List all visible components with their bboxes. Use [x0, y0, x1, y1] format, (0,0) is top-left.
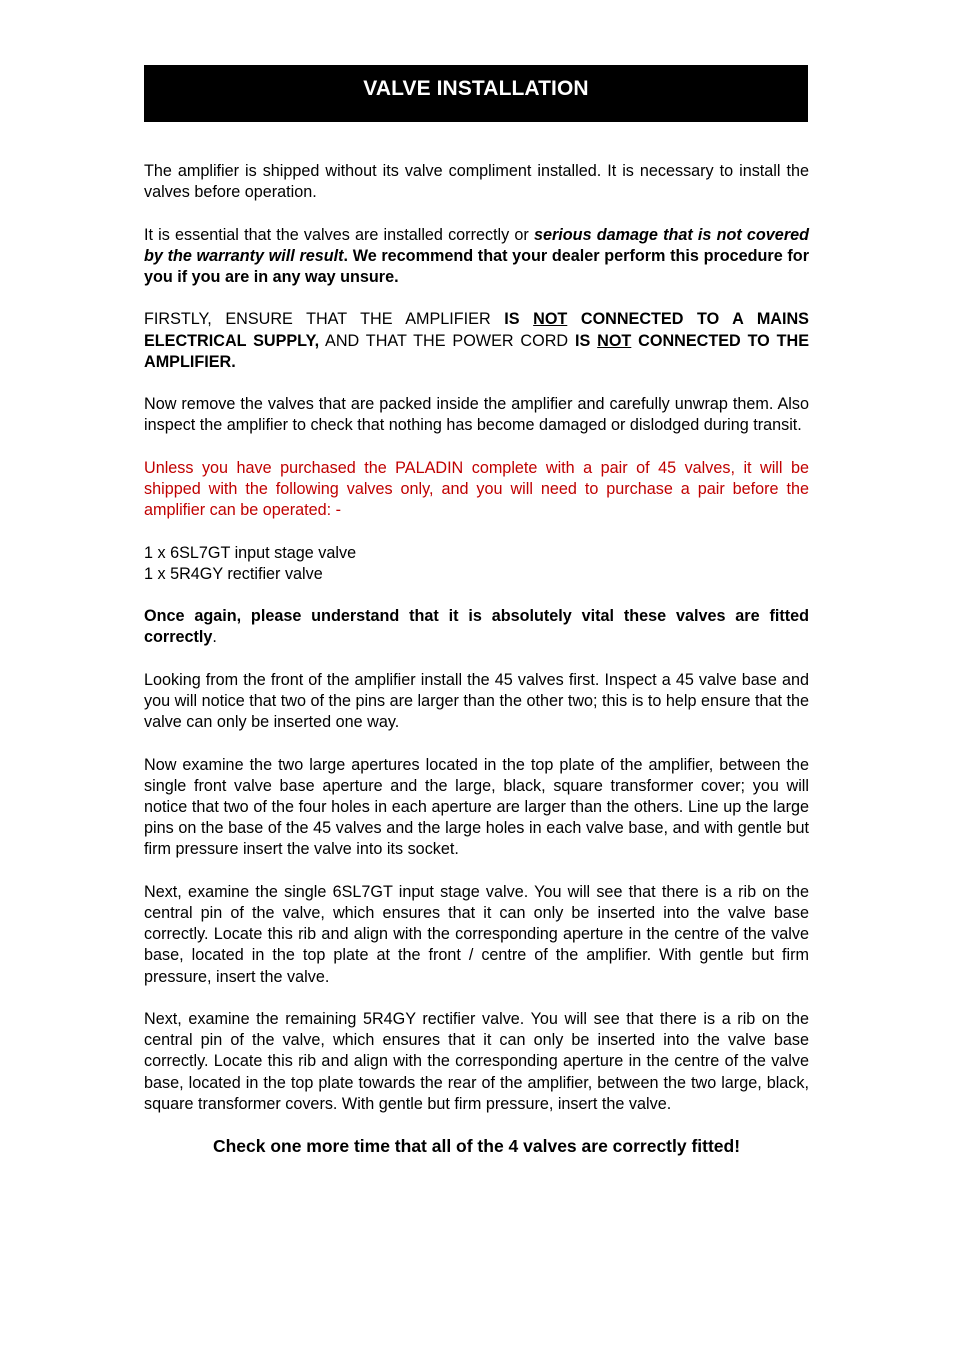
vital-notice-bold: Once again, please understand that it is absolutely vital these valves are fitted correctly: [144, 607, 809, 647]
vital-notice: [144, 606, 809, 648]
install-45-paragraph: Looking from the front of the amplifier install the 45 valves first. Inspect a 45 valve base and you will notice that two of the pins are larger than the other two; this is to help ensure that the valve can only be inserted one way.: [144, 670, 809, 732]
input-valve-paragraph: Next, examine the single 6SL7GT input stage valve. You will see that there is a rib on the central pin of the valve, which ensures that it can only be inserted into the valve base correctly. Locate this rib and align with the corresponding aperture in the centre of the valve base, located in the top plate at the front / centre of the amplifier. With gentle but firm pressure, insert the valve.: [144, 882, 809, 986]
list-item: 1 x 5R4GY rectifier valve: [144, 564, 323, 583]
mains-warning-text-2: AND THAT THE POWER CORD: [319, 331, 575, 350]
page-title: VALVE INSTALLATION: [363, 77, 589, 100]
document-body: [144, 161, 809, 1179]
list-item: 1 x 6SL7GT input stage valve: [144, 543, 357, 562]
mains-warning-is-2: IS: [574, 331, 598, 350]
mains-warning-paragraph: [144, 309, 809, 373]
apertures-paragraph: Now examine the two large apertures located in the top plate of the amplifier, between the single front valve base aperture and the large, black, square transformer cover; you will notice that two of the four holes in each aperture are larger than the others. Line up the large pins on the base of the 45 valves and the large holes in each valve base, and with gentle but firm pressure insert the valve into its socket.: [144, 755, 809, 859]
unpack-paragraph: Now remove the valves that are packed inside the amplifier and carefully unwrap them. Also inspect the amplifier to check that nothing has become damaged or dislodged during transit.: [144, 395, 809, 435]
dealer-recommendation: . We recommend that your dealer perform this procedure for you if you are in any way unsure.: [144, 246, 809, 286]
warranty-warning: serious damage that is not covered by the warranty will result: [144, 225, 810, 265]
warning-plain-text: It is essential that the valves are installed correctly or: [144, 225, 534, 244]
mains-warning-is-1: IS: [504, 310, 534, 329]
paladin-notice: Unless you have purchased the PALADIN complete with a pair of 45 valves, it will be shipped with the following valves only, and you will need to purchase a pair before the amplifier can be operated: -: [144, 458, 809, 520]
rectifier-valve-paragraph: Next, examine the remaining 5R4GY rectifier valve. You will see that there is a rib on the central pin of the valve, which ensures that it can only be inserted into the valve base correctly. Locate this rib and align with the corresponding aperture in the centre of the valve base, located in the top plate towards the rear of the amplifier, between the two large, black, square transformer covers. With gentle but firm pressure, insert the valve.: [144, 1009, 809, 1113]
intro-paragraph: The amplifier is shipped without its valve compliment installed. It is necessary to install the valves before operation.: [144, 162, 809, 202]
warning-paragraph: [144, 225, 809, 289]
vital-notice-period: .: [212, 628, 217, 647]
mains-warning-not-1: NOT: [533, 310, 568, 329]
title-banner: [144, 65, 808, 122]
mains-warning-bold-2: CONNECTED TO THE AMPLIFIER.: [144, 331, 810, 371]
mains-warning-bold-1: CONNECTED TO A MAINS ELECTRICAL SUPPLY,: [144, 310, 809, 350]
mains-warning-not-2: NOT: [597, 331, 632, 350]
mains-warning-text-1: FIRSTLY, ENSURE THAT THE AMPLIFIER: [144, 310, 505, 329]
valve-list: [144, 543, 809, 585]
final-check: Check one more time that all of the 4 valves are correctly fitted!: [212, 1136, 741, 1157]
